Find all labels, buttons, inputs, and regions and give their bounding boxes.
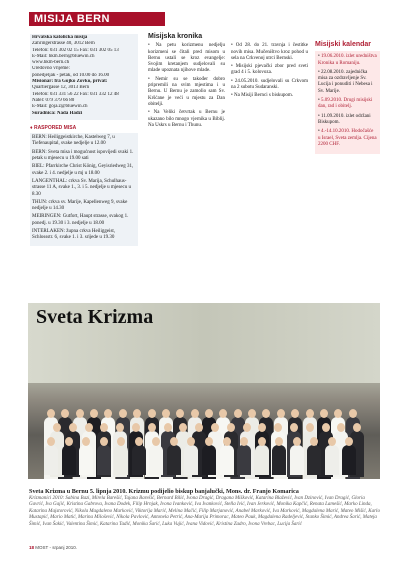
info-line: Zähringerstrasse 40, 3012 Bern (32, 41, 95, 47)
mass-schedule-box (30, 133, 138, 245)
crowd-figure (202, 445, 216, 475)
info-line: Suradnica: Nada Hadzi (32, 110, 83, 116)
crowd-figure-head (65, 437, 73, 446)
crowd-figure (184, 445, 198, 475)
calendar-item: • 19.06.2010. izlet uredništva Kronika u Romaniju. (318, 54, 377, 66)
calendar-item-text: 5.09.2010. Drugi misijski dan, rad i obitelj. (318, 98, 373, 110)
crowd-figure-head (320, 409, 328, 418)
chronicle-paragraph: • 24.05.2010. sudjelovali su Crkvom na 2 subotu Sudaranski. (231, 78, 308, 91)
caption-names: Krizmanici 2010: Sabina Bazi, Mirela Barešić, Tajana Barešić, Bernard Bilić, Ivona Dragić, Dragana Mišković, Katarina Blažević, Ivan Dzinović, Ivan Dragić, Gloria Gavrić, Iva Gajić, Kristina Gabrova, Ivana Dodek, Filip Hrnjak, Ivona Ivanković, Iva Ivanković, Stella Ivić, Ivan Jerković, Monika Kapčić, Renata Lamešić, Marko Linda, Katarina Majstorović, Nikola Magdaleno Marković, Viktorija Marić, Melina Mačić, Filip Marjanović, Anabel Marković, Iva Marković, Magdalena Marić, Mateo Mišić, Karlo Mustapić, Mario Matić, Marina Milošević, Nikola Pavlović, Antonela Petrić, Ana-Marija Primorac, Mateo Pauk, Magdalena Radeljević, Stanko Šimić, Andrea Šarić, Mateja Šimić, Ivan Šakić, Valentina Šimić, Katarina Tadić, Monika Šarić, Luka Vujić, Ivana Vidović, Kristina Zadro, Ivona Vrebac, Lucija Šarić (29, 495, 380, 527)
section-header-bar (29, 12, 165, 26)
calendar-heading: Misijski kalendar (315, 41, 372, 48)
chronicle-paragraph: • Na petu korizmenu nedjelju korizmeni se čitali pred misom u Bernu ustali se kroz evangelje: Svojim kretanjem sudjelovali su mlade upoznata njihove mlade. (148, 43, 225, 74)
crowd-figure-head (162, 409, 170, 418)
mass-schedule-heading-text: RASPORED MISA (33, 124, 77, 131)
calendar-item: • 5.09.2010. Drugi misijski dan, rad i obitelj. (318, 98, 373, 110)
calendar-item: • 11.09.2010. izlet održani Biskupom. (318, 113, 371, 125)
chronicle-subcolumns (148, 43, 308, 131)
section-title: MISIJA BERN (34, 13, 110, 25)
contact-info-box (30, 34, 138, 120)
crowd-figure-head (53, 423, 61, 432)
crowd-figure-head (100, 437, 108, 446)
info-line: ponedjeljak - petak, od 10.00 do 16.00 (32, 72, 110, 78)
photo-crowd (40, 373, 370, 479)
schedule-item: BERN: Heiliggeistkirche, Kastelweg 7, u Tiefenaupital, svake nedjelje u 12.00 (32, 135, 115, 147)
calendar-box (315, 51, 380, 154)
calendar-column (315, 42, 380, 154)
crowd-figure-head (148, 423, 156, 432)
crowd-figure-head (328, 437, 336, 446)
chronicle-heading: Misijska kronika (148, 33, 203, 40)
crowd-figure-head (132, 423, 140, 432)
crowd-figure-head (211, 423, 219, 432)
crowd-figure-head (322, 423, 330, 432)
crowd-figure-head (191, 409, 199, 418)
caption-title: Sveta Krizma u Bernu 5. lipnja 2010. Krizmu podijelio biskup banjalučki, Mons. dr. Franjo Komarica (29, 488, 299, 495)
crowd-figure-head (47, 409, 55, 418)
chronicle-subcolumn-left (148, 43, 225, 131)
crowd-figure-head (205, 437, 213, 446)
crowd-figure (255, 445, 269, 475)
crowd-figure-head (277, 409, 285, 418)
page-folio (29, 545, 77, 550)
crowd-figure-head (290, 423, 298, 432)
crowd-figure-head (293, 437, 301, 446)
photo-title: Sveta Krizma (36, 306, 154, 328)
crowd-figure-head (205, 409, 213, 418)
crowd-figure-head (223, 437, 231, 446)
info-line: www.hkm-bern.ch (32, 60, 70, 66)
info-line: Telefon: 031 331 56 22 Fax: 031 332 12 48 (32, 91, 119, 97)
crowd-figure (342, 445, 356, 475)
crowd-figure (237, 445, 251, 475)
crowd-figure-head (69, 423, 77, 432)
info-line: Uredovno vrijeme: (32, 66, 70, 72)
crowd-figure (220, 445, 234, 475)
info-line: Hrvatska katolička misija (32, 35, 88, 40)
chronicle-paragraph: • Na Veliki četvrtak u Bernu je ukazano bilo mnogo vjernika u Biblij. Na Uskrs u Bernu i Thunu. (148, 110, 225, 128)
crowd-figure (290, 445, 304, 475)
chronicle-paragraph: • Nemir su se također dobro pripremili na svim mjestima i u Bernu. U Bernu je zamolio sam Sv. Kršćane je veći u mjestu za Dan obitelji. (148, 76, 225, 107)
crowd-figure (167, 445, 181, 475)
chronicle-column (148, 34, 308, 131)
info-line: E-Mail: goja.z@bluewin.ch (32, 104, 88, 110)
crowd-figure (149, 445, 163, 475)
chronicle-paragraph: • Misijski pjevački zbor pred sveti grad 4 i 5. kolovoza. (231, 64, 308, 76)
schedule-item: INTERLAKEN: župna crkva Heiliggeist, Schlossstr. 6, svake 1. i 3. srijede u 19.30 (32, 229, 116, 241)
schedule-item: LANGENTHAL: crkva Sv. Marija, Schulhaus-strasse 11 A, svake 1., 3. i 5. nedjelje u mjesecu u 8.30 (32, 178, 131, 197)
crowd-figure-head (243, 423, 251, 432)
mass-schedule-heading: ♦ RASPORED MISA (30, 124, 77, 131)
info-line: Quartiergasse 12, 3013 Bern (32, 85, 90, 91)
crowd-figure (307, 445, 321, 475)
crowd-figure-head (306, 423, 314, 432)
crowd-figure (272, 445, 286, 475)
crowd-figure (132, 445, 146, 475)
chronicle-paragraph: • Na Misiji Bernci s biskupom. (231, 93, 294, 99)
crowd-figure-head (119, 409, 127, 418)
crowd-figure (79, 445, 93, 475)
crowd-figure (325, 445, 339, 475)
crowd-figure-head (170, 437, 178, 446)
info-line: Misionar: fra Gojko Zovko, privat: (32, 79, 108, 85)
calendar-item-text: 4.-14.10.2010. Hodočašće u Israel, Sveta zemlja. Cijena 2200 CHF. (318, 129, 377, 147)
crowd-figure-head (47, 437, 55, 446)
calendar-item-text: 22.08.2010. zajednička misa za ozdravljenje Sv. Lucija i ponuditi i Nebesa i Sv. Marije. (318, 69, 373, 94)
crowd-figure-head (76, 409, 84, 418)
folio-text: MOST - srpanj 2010. (35, 545, 77, 550)
crowd-figure-head (85, 423, 93, 432)
page-number: 18 (29, 545, 35, 550)
crowd-figure-head (164, 423, 172, 432)
crowd-figure-head (135, 437, 143, 446)
info-line: Telefon: 031 302 02 15 Fax: 031 302 05 13 (32, 47, 119, 53)
mission-info-column (30, 34, 138, 246)
schedule-item: BIEL: Pfarrkirche Christ König, Geyisriedweg 31, svake 2. i 4. nedjelje u mj u 18.00 (32, 164, 134, 176)
crowd-figure (44, 445, 58, 475)
calendar-item: • 22.08.2010. zajednička misa za ozdravljenje Sv. Lucija i ponuditi i Nebesa i Sv. Marije. (318, 69, 373, 94)
photo-caption (29, 489, 381, 528)
crowd-figure-head (258, 437, 266, 446)
crowd-figure-head (227, 423, 235, 432)
info-line: Natel: 079 379 66 80 (32, 97, 75, 103)
calendar-item: • 4.-14.10.2010. Hodočašće u Israel, Sveta zemlja. Cijena 2200 CHF. (318, 129, 377, 147)
crowd-figure-head (306, 409, 314, 418)
crowd-figure-head (234, 409, 242, 418)
schedule-item: MEIRINGEN: Gutfort, Haupt strasse, svakog 1. ponedj. u 19.30 i 3. nedjelje u 18.00 (32, 214, 129, 226)
info-line: E-Mail: hkm.bern@bluewin.ch (32, 53, 95, 59)
crowd-figure-head (349, 409, 357, 418)
crowd-figure (114, 445, 128, 475)
group-photo (28, 303, 380, 479)
calendar-item-text: 11.09.2010. izlet održani Biskupom. (318, 113, 371, 125)
schedule-item: BERN: Sveta misa i mogućnost ispovijedi svaki 1. petak u mjesecu u 19.00 sati (32, 149, 134, 162)
crowd-figure (62, 445, 76, 475)
crowd-figure (97, 445, 111, 475)
chronicle-subcolumn-right (231, 43, 308, 131)
chronicle-paragraph: • Od 28. do 21. travnja i čestitke novih misa. Mučeništvo kroz pohod u sela na Crkvenoj utrci Bernski. (231, 43, 308, 61)
calendar-item-text: 19.06.2010. izlet uredništva Kronika u Romaniju. (318, 54, 377, 66)
schedule-item: THUN: crkva sv. Marije, Kapellenweg 9, svake nedjelje u 14.30 (32, 199, 128, 212)
crowd-figure-head (148, 409, 156, 418)
